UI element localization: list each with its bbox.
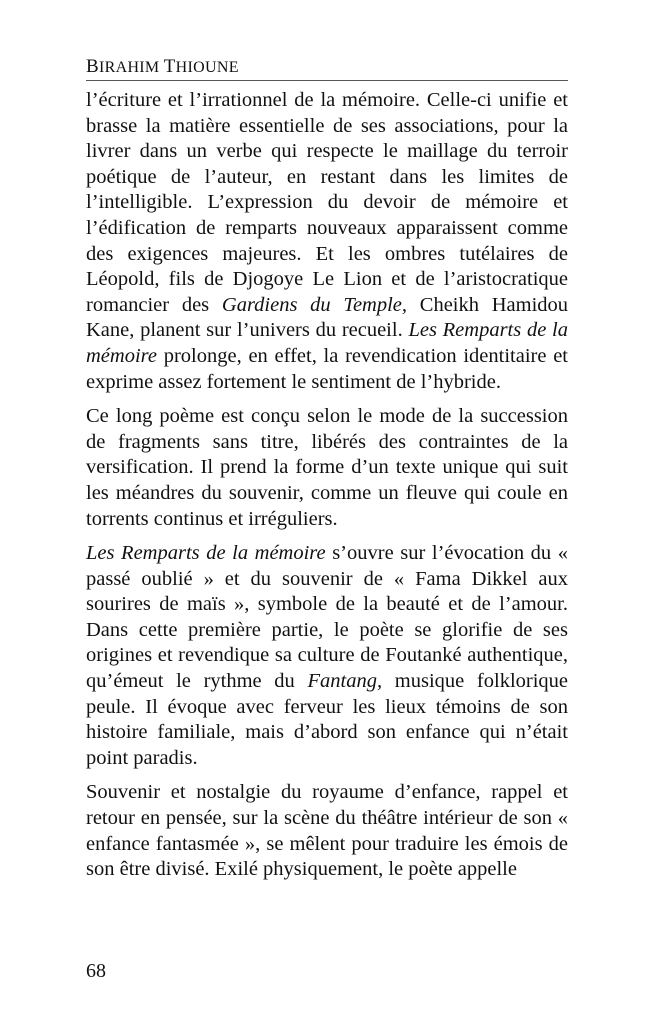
author-initial-last: T [163, 56, 176, 77]
paragraph [86, 541, 568, 771]
text-run: Ce long poème est conçu selon le mode de la succession de fragments sans titre, libérés des contraintes de la versification. Il prend la forme d’un texte unique qui suit les méandres du souvenir, comme un fleuve qui coule en torrents continus et irréguliers. [86, 405, 568, 530]
italic-title: Fantang, [307, 670, 383, 693]
italic-title: Les Remparts de la mémoire [86, 319, 568, 367]
text-run: prolonge, en effet, la revendication identitaire et exprime assez fortement le sentiment de l’hybride. [86, 344, 568, 393]
running-head [86, 56, 568, 81]
text-run: s’ouvre sur l’évocation du « passé oublié » et du souvenir de « Fama Dikkel aux sourires de maïs », symbole de la beauté et de l’amour. Dans cette première partie, le poète se glorifie de ses origines et revendique sa culture de Foutanké authentique, qu’émeut le rythme du [86, 542, 568, 693]
text-run: Souvenir et nostalgie du royaume d’enfance, rappel et retour en pensée, sur la scène du théâtre intérieur de son « enfance fantasmée », se mêlent pour traduire les émois de son être divisé. Exilé physiquement, le poète appelle [86, 781, 568, 881]
paragraph [86, 780, 568, 882]
text-run: Cheikh Hamidou Kane, planent sur l’univers du recueil. [86, 293, 569, 342]
author-initial-first: B [86, 56, 99, 77]
text-run: l’écriture et l’irrationnel de la mémoire. Celle-ci unifie et brasse la matière essentielle de ses associations, pour la livrer dans un verbe qui respecte le maillage du terroir poétique de l’auteur, en restant dans les limites de l’intelligible. L’expression du devoir de mémoire et l’édification de remparts nouveaux apparaissent comme des exigences majeures. Et les ombres tutélaires de Léopold, fils de Djogoye Le Lion et de l’aristocratique romancier des [86, 89, 568, 316]
body-text [86, 88, 568, 892]
italic-title: Les Remparts de la mémoire [86, 542, 326, 565]
author-name-first-rest: IRAHIM [98, 59, 160, 76]
paragraph [86, 88, 568, 395]
paragraph [86, 404, 568, 532]
page-number: 68 [86, 960, 106, 982]
text-run: musique folklorique peule. Il évoque avec ferveur les lieux témoins de son histoire familiale, mais d’abord son enfance qui n’était point paradis. [86, 670, 569, 769]
author-name-last-rest: HIOUNE [175, 59, 239, 76]
italic-title: Gardiens du Temple, [221, 293, 408, 316]
